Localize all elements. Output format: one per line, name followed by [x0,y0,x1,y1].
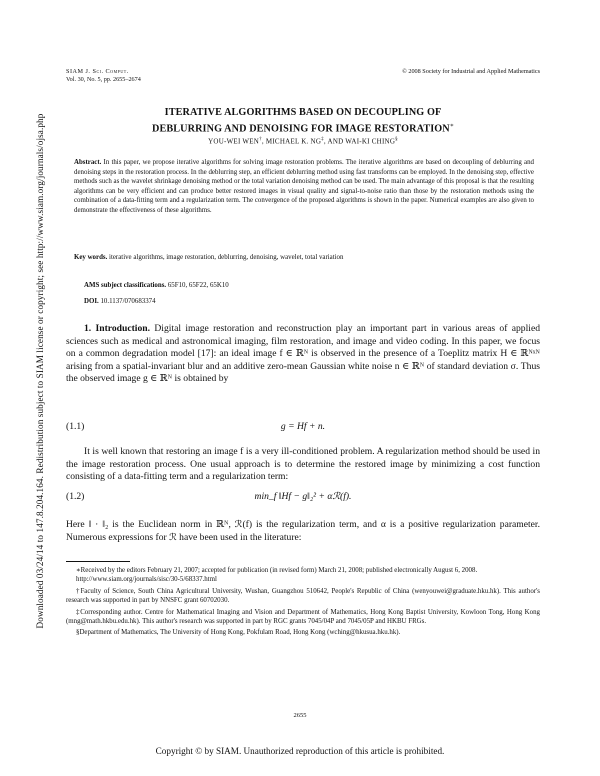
intro-text-3: Here ‖ · ‖₂ is the Euclidean norm in ℝᴺ, ℛ(f) is the regularization term, and α is a positive regularization parameter. Numerous expressions for ℛ have been used in the literature: [66,519,540,543]
author-1: YOU-WEI WEN [208,137,260,146]
keywords-text: iterative algorithms, image restoration, deblurring, denoising, wavelet, total variation [109,254,344,261]
intro-paragraph-3 [66,519,540,544]
keywords [74,253,534,263]
ams-codes: 65F10, 65F22, 65K10 [167,282,229,289]
intro-paragraph-1 [66,323,540,386]
title-line-2: DEBLURRING AND DENOISING FOR IMAGE RESTORATION [152,122,450,134]
author-3-mark: § [395,137,398,142]
footnote-author-3: §Department of Mathematics, The University of Hong Kong, Pokfulam Road, Hong Kong (wching@hkusua.hku.hk). [76,629,401,637]
doi-label: DOI. [84,298,99,305]
footnote-author-1: †Faculty of Science, South China Agricultural University, Wushan, Guangzhou 510642, People's Republic of China (wenyouwei@graduate.hku.hk). This author's research was supported in part by NNSFC grant 60702030. [66,587,540,605]
equation-1-1-expression: g = Hf + n. [280,421,326,432]
author-2: , MICHAEL K. NG [261,137,322,146]
society-copyright: © 2008 Society for Industrial and Applied Mathematics [402,68,540,75]
doi [84,298,156,305]
author-3: , AND WAI-KI CHING [323,137,396,146]
abstract-text: In this paper, we propose iterative algorithms for solving image restoration problems. The iterative algorithms are based on decoupling of deblurring and denoising steps in the restoration process. In the deblurring step, an efficient deblurring method using fast transforms can be employed. In the denoising step, effective methods such as the wavelet shrinkage denoising method or the total variation denoising method can be used. The main advantage of this proposal is that the resulting algorithms can be very efficient and can produce better restored images in visual quality and signal-to-noise ratio than those by the restoration methods using the combination of a data-fitting term and a regularization term. The convergence of the proposed algorithms is shown in the paper. Numerical examples are also given to demonstrate the effectiveness of these algorithms. [74,159,534,214]
author-2-mark: ‡ [321,137,324,142]
download-notice-sidebar: Downloaded 03/24/14 to 147.8.204.164. Redistribution subject to SIAM license or copyright; see http://www.siam.org/journals/ojsa.php [35,113,45,629]
section-heading: 1. Introduction. [84,323,150,334]
equation-1-2-expression: min_f ‖Hf − g‖₂² + αℛ(f). [254,491,352,502]
footnote-received: ∗Received by the editors February 21, 2007; accepted for publication (in revised form) March 21, 2008; published electronically August 6, 2008. [76,567,478,574]
footnotes [66,566,540,638]
abstract [74,158,534,215]
equation-1-1-number: (1.1) [66,421,85,432]
ams-label: AMS subject classifications. [84,282,167,289]
title-footnote-mark: ∗ [449,122,454,129]
footnote-url: http://www.siam.org/journals/sisc/30-5/68337.html [76,576,217,584]
abstract-label: Abstract. [74,159,102,166]
intro-paragraph-2 [66,446,540,484]
journal-volume: Vol. 30, No. 5, pp. 2655–2674 [66,76,141,83]
ams-classifications [84,282,229,289]
doi-value: 10.1137/070683374 [100,298,156,305]
author-1-mark: † [259,137,262,142]
title-line-1: ITERATIVE ALGORITHMS BASED ON DECOUPLING OF [164,107,442,118]
author-list [66,137,540,145]
intro-text-1: Digital image restoration and reconstruction play an important part in various areas of applied sciences such as medical and astronomical imaging, film restoration, and image and video coding. In this paper, we focus on a common degradation model [17]: an ideal image f ∈ ℝᴺ is observed in the presence of a Toeplitz matrix H ∈ ℝᴺˣᴺ arising from a spatial-invariant blur and an additive zero-mean Gaussian white noise n ∈ ℝᴺ of standard deviation σ. Thus the observed image g ∈ ℝᴺ is obtained by [66,323,540,385]
intro-text-2: It is well known that restoring an image f is a very ill-conditioned problem. A regularization method should be used in the image restoration process. One usual approach is to determine the restored image by minimizing a cost function consisting of a data-fitting term and a regularization term: [66,446,540,483]
footnote-rule [66,561,130,562]
keywords-label: Key words. [74,254,108,261]
footnote-author-2: ‡Corresponding author. Centre for Mathematical Imaging and Vision and Department of Mathematics, Hong Kong Baptist University, Kowloon Tong, Hong Kong (mng@math.hkbu.edu.hk). This author's research was supported in part by RGC grants 7045/04P and 7045/05P and HKBU FRGs. [66,608,540,626]
equation-1-2-number: (1.2) [66,491,85,502]
journal-header [66,68,141,84]
paper-title [66,107,540,135]
journal-name: SIAM J. Sci. Comput. [66,68,129,75]
page-number: 2655 [293,712,307,719]
siam-copyright-footer: Copyright © by SIAM. Unauthorized reproduction of this article is prohibited. [155,746,445,756]
